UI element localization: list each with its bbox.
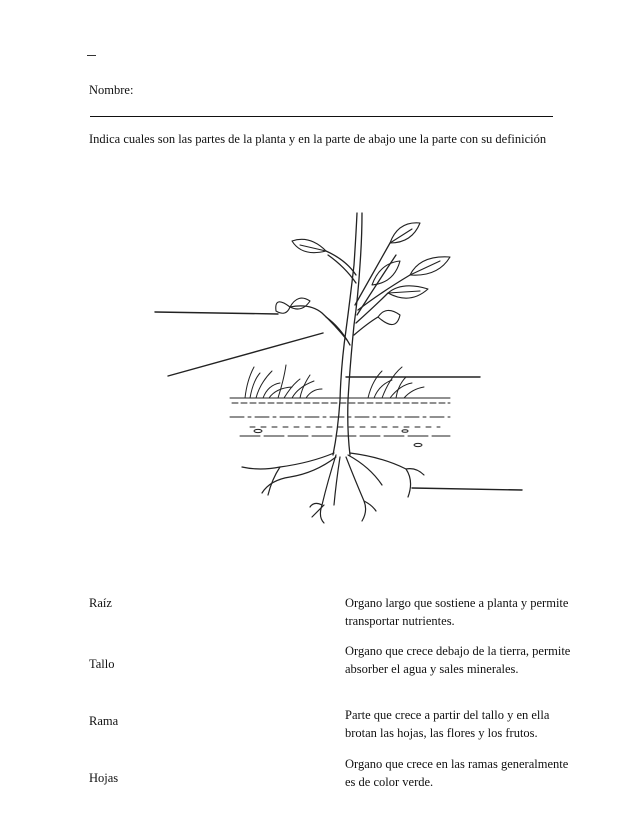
name-input-line[interactable] (90, 116, 553, 117)
label-line-branch (168, 333, 323, 376)
term-tallo: Tallo (89, 657, 115, 671)
plant-leaves (276, 223, 450, 325)
term-raiz: Raíz (89, 596, 112, 610)
label-line-root (412, 488, 522, 490)
plant-roots (242, 453, 424, 523)
grass (245, 365, 424, 398)
definition-4: Organo que crece en las ramas generalmente es de color verde. (345, 757, 569, 789)
label-line-leaf (155, 312, 278, 314)
definition-1: Organo largo que sostiene a planta y permite transportar nutrientes. (345, 596, 569, 628)
name-label: Nombre: (89, 83, 134, 97)
term-hojas: Hojas (89, 771, 119, 785)
top-dash (87, 55, 96, 56)
definition-2: Organo que crece debajo de la tierra, permite absorber el agua y sales minerales. (345, 644, 571, 676)
term-rama: Rama (89, 714, 119, 728)
instruction-text: Indica cuales son las partes de la planta y en la parte de abajo une la parte con su definición (89, 132, 547, 146)
definition-3: Parte que crece a partir del tallo y en ella brotan las hojas, las flores y los frutos. (345, 708, 550, 740)
plant-illustration (150, 205, 530, 525)
plant-stem (290, 213, 410, 455)
